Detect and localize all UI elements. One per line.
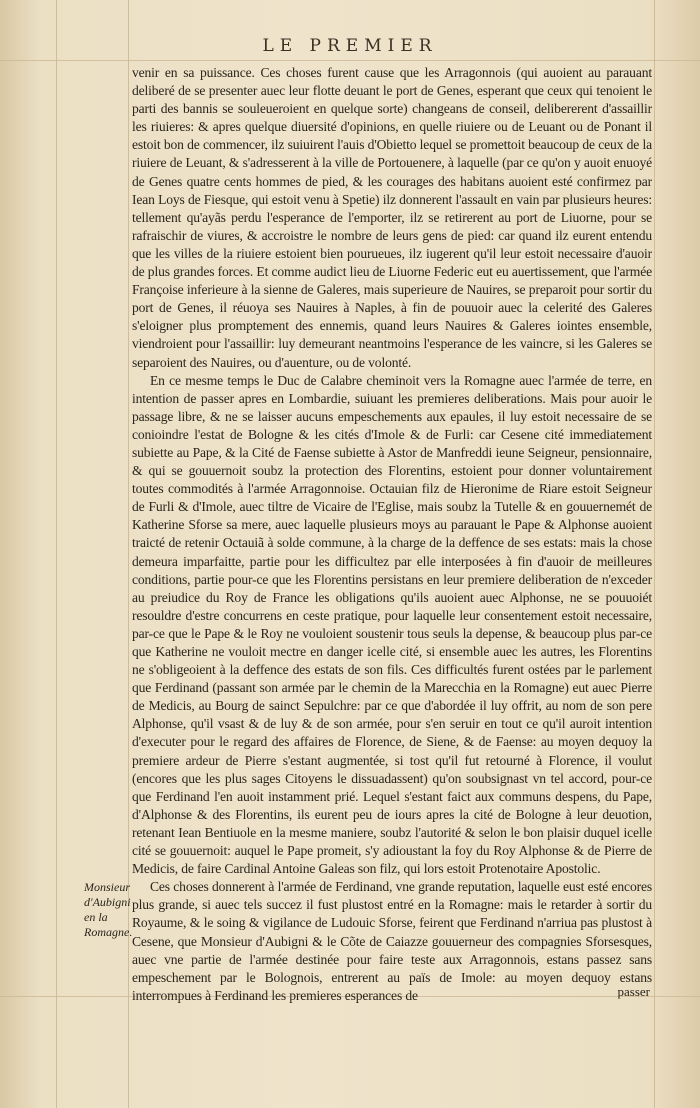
margin-note: Monsieur d'Aubigni en la Romagne. <box>84 880 133 939</box>
paragraph: En ce mesme temps le Duc de Calabre cheminoit vers la Romagne auec l'armée de terre, en intention de passer apres en Lombardie, suiuant les premieres deliberations. Mais pour auoir le passage libre, & ne se laisser aucuns empeschements aux epaules, il luy estoit necessaire de se conioindre l'estat de Bologne & les cités d'Imole & de Furli: car Cesene cité immediatement subiette au Pape, & la Cité de Faense subiette à Astor de Manfreddi ieune Seigneur, pensionnaire, & qui se gouuernoit soubz la protection des Florentins, estoient pour donner voluntairement toutes commodités à l'armée Arragonnoise. Octauian filz de Hieronime de Riare estoit Seigneur de Furli & d'Imole, auec tiltre de Vicaire de l'Eglise, mais soubz la Tutelle & en gouuernemét de Katherine Sforse sa mere, auec laquelle plusieurs moys au parauant le Pape & Alphonse auoient traicté de retenir Octauiã à solde commune, à la charge de la deffence de ses estats: mais la chose demeura imparfaitte, partie pour les difficultez par elle interposées à fin d'auoir de meilleures conditions, partie pour-ce que les Florentins persistans en leur premiere deliberation de n'exceder au preiudice du Roy de France les obligations qu'ils auoient auec Alphonse, ne se pouuoiét resouldre d'estre concurrens en ceste pratique, pour laquelle leur consentement estoit necessaire, par-ce que le Pape & le Roy ne vouloient soustenir tous seuls la depense, & beaucoup plus par-ce que Katherine ne vouloit mectre en danger icelle cité, si ensemble auec les autres, les Florentins ne s'obligeoient à la deffence des estats de son fils. Ces difficultés furent ostées par le parlement que Ferdinand (passant son armée par le chemin de la Marecchia en la Romagne) eut auec Pierre de Medicis, au Bourg de sainct Sepulchre: par ce que d'abordée il luy offrit, au nom de son pere Alphonse, qu'il vsast & de luy & de son armée, pour s'en seruir en tout ce qu'il auroit intention d'executer pour le regard des affaires de Florence, de Siene, & de Faense: au moyen dequoy la premiere ardeur de Pierre s'estant augmentée, si tost qu'il fut retourné à Florence, il voulut (encores que les plus sages Citoyens le dissuadassent) qu'on soubsignast vn tel accord, pour-ce que Ferdinand l'en auoit instamment prié. Lequel s'estant faict aux communs despens, du Pape, d'Alphonse & des Florentins, ils eurent peu de iours apres la cité de Bologne à leur deuotion, retenant Iean Bentiuole en la mesme maniere, soubz l'autorité & selon le bon plaisir duquel icelle cité se gouuernoit: auquel le Pape promeit, s'y adioustant la foy du Roy Alphonse & de Pierre de Medicis, de faire Cardinal Antoine Galeas son filz, qui lors estoit Protenotaire Apostolic. <box>132 372 652 877</box>
page-ruling <box>128 0 129 1108</box>
page-ruling <box>0 60 700 61</box>
page-ruling <box>654 0 655 1108</box>
paragraph: Ces choses donnerent à l'armée de Ferdinand, vne grande reputation, laquelle eust esté encores plus grande, si auec tels succez il fust plustost entré en la Romagne: mais le retarder à sortir du Royaume, & le soing & vigilance de Ludouic Sforse, feirent que Ferdinand n'arriua pas plustost à Cesene, que Monsieur d'Aubigni & le Cõte de Caiazze gouuerneur des compagnies Sforsesques, auec vne partie de l'armée destinée pour faire teste aux Arragonnois, estans passez sans empeschement par le Bolognois, entrerent au païs de Imole: au moyen dequoy estans interrompues à Ferdinand les premieres esperances de <box>132 879 652 1003</box>
paragraph: venir en sa puissance. Ces choses furent cause que les Arragonnois (qui auoient au parauant deliberé de se presenter auec leur flotte deuant le port de Genes, esperant que ceux qui tenoient le parti des bannis se souleueroient en quelque sorte) changeans de conseil, delibererent d'assaillir les riuieres: & apres quelque diuersité d'opinions, en quelle riuiere ou de Leuant ou de Ponant il estoit bon de commencer, ilz suiuirent l'auis d'Obietto lequel se promettoit beaucoup de ceux de la riuiere de Leuant, & s'adresserent à la ville de Portouenere, à laquelle (par ce qu'on y auoit enuoyé de Genes quatre cents hommes de pied, & les courages des habitans auoient esté confirmez par Iean Loys de Fiesque, qui estoit venu à Spetie) ilz donnerent l'assault en vain par plusieurs heures: tellement qu'ayãs perdu l'esperance de l'emporter, ilz se retirerent au port de Liuorne, pour se rafraischir de viures, & accroistre le nombre de leurs gens de pied: car quand ilz eurent entendu que les villes de la riuiere estoient bien pourueues, ilz iugerent qu'il leur estoit necessaire d'auoir de plus grandes forces. Et comme audict lieu de Liuorne Federic eut eu auertissement, que l'armée Françoise inferieure à la sienne de Galeres, mais superieure de Nauires, se preparoit pour sortir du port de Genes, il réuoya ses Nauires à Naples, à fin de pouuoir auec la celerité des Galeres s'eloigner plus promptement des ennemis, quand leurs Nauires & Galeres iointes ensemble, viendroient pour l'assaillir: luy demeurant neantmoins l'esperance de les vaincre, si les Galeres se separoient des Nauires, ou d'auenture, ou de volonté. <box>132 65 652 370</box>
main-text <box>132 64 652 1005</box>
running-header: LE PREMIER <box>262 36 438 56</box>
catchword: passer <box>617 984 650 999</box>
page-ruling <box>56 0 57 1108</box>
